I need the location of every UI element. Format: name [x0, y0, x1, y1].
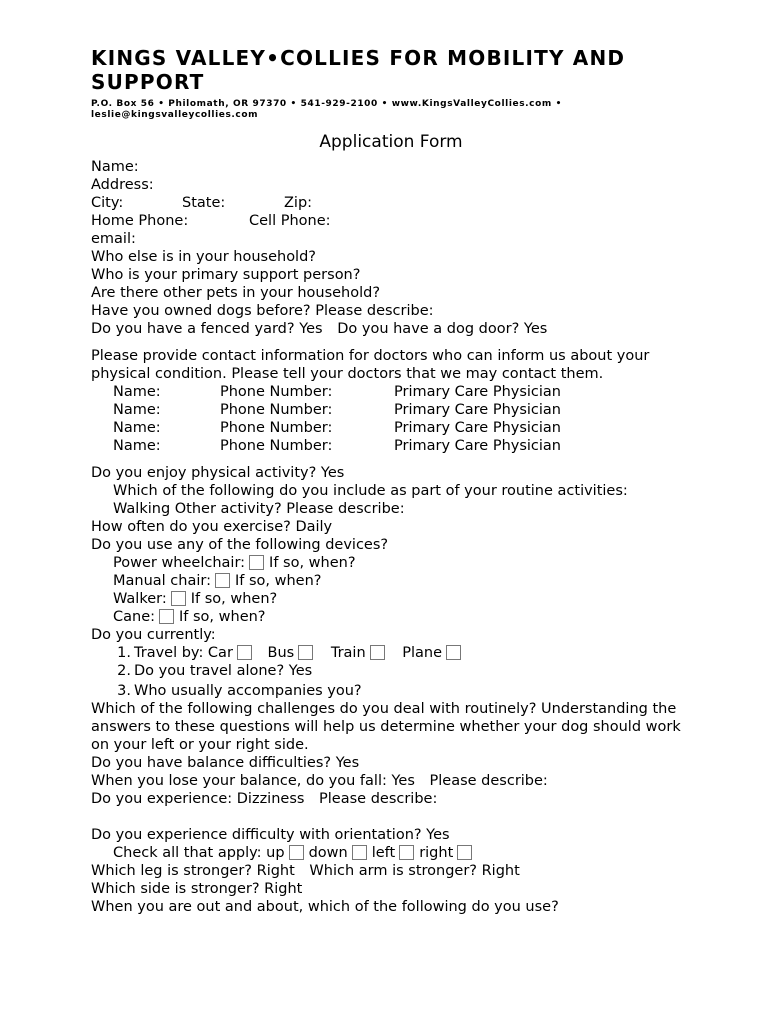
manual-chair-label: Manual chair:	[113, 573, 211, 589]
right-checkbox[interactable]	[457, 845, 472, 860]
cane-when: If so, when?	[179, 609, 266, 625]
out-and-about-question: When you are out and about, which of the following do you use?	[91, 899, 559, 915]
fall-describe: Please describe:	[429, 773, 548, 789]
exercise-frequency-row	[91, 518, 691, 536]
power-wheelchair-label: Power wheelchair:	[113, 555, 246, 571]
travel-alone-row	[91, 662, 691, 680]
challenges-intro: Which of the following challenges do you deal with routinely? Understanding the answers to these questions will help us determine whether your dog should work on your left or your right side.	[91, 701, 681, 753]
stronger-side-question: Which side is stronger? Right	[91, 881, 303, 897]
doctor-name-label: Name:	[113, 420, 161, 436]
fenced-yard-answer: Yes	[299, 321, 323, 337]
devices-question: Do you use any of the following devices?	[91, 537, 389, 553]
contact-line-address: P.O. Box 56 • Philomath, OR 97370 • 541-929-2100 • www.KingsValleyCollies.com •	[91, 99, 562, 109]
doctor-row	[91, 383, 691, 401]
doctor-name-label: Name:	[113, 438, 161, 454]
support-person-question: Who is your primary support person?	[91, 267, 361, 283]
doctor-phone-label: Phone Number:	[220, 438, 333, 454]
accompanies-question: Who usually accompanies you?	[134, 683, 362, 699]
power-wheelchair-checkbox[interactable]	[249, 555, 264, 570]
up-checkbox[interactable]	[289, 845, 304, 860]
doctor-type-label: Primary Care Physician	[394, 402, 561, 418]
doctor-row	[91, 419, 691, 437]
device-walker	[91, 590, 691, 608]
list-number-2: 2.	[117, 663, 131, 679]
fall-row	[91, 772, 691, 790]
exercise-frequency-question: How often do you exercise?	[91, 519, 291, 535]
manual-chair-checkbox[interactable]	[215, 573, 230, 588]
doctor-list	[91, 383, 691, 455]
household-question: Who else is in your household?	[91, 249, 316, 265]
travel-alone-question: Do you travel alone? Yes	[134, 663, 313, 679]
routine-activities-answer: Walking Other activity? Please describe:	[113, 501, 405, 517]
home-phone-label: Home Phone:	[91, 213, 189, 229]
right-label: right	[419, 845, 454, 861]
routine-activities-question: Which of the following do you include as part of your routine activities:	[113, 483, 628, 499]
plane-label: Plane	[402, 645, 443, 661]
experience-describe: Please describe:	[319, 791, 438, 807]
yard-door-row	[91, 320, 691, 338]
doctor-type-label: Primary Care Physician	[394, 438, 561, 454]
left-checkbox[interactable]	[399, 845, 414, 860]
accompanies-row	[91, 682, 691, 700]
experience-row	[91, 790, 691, 808]
cell-phone-label: Cell Phone:	[249, 213, 331, 229]
contact-line-email: leslie@kingsvalleycollies.com	[91, 110, 259, 120]
leg-arm-row	[91, 862, 691, 880]
list-number-1: 1.	[117, 645, 131, 661]
doctor-name-label: Name:	[113, 402, 161, 418]
bus-label: Bus	[267, 645, 295, 661]
stronger-arm-question: Which arm is stronger? Right	[309, 863, 520, 879]
other-pets-question: Are there other pets in your household?	[91, 285, 381, 301]
orientation-question: Do you experience difficulty with orientation? Yes	[91, 827, 450, 843]
down-label: down	[308, 845, 348, 861]
contact-info	[91, 99, 691, 121]
list-number-3: 3.	[117, 683, 131, 699]
physical-activity-row	[91, 464, 691, 482]
balance-question: Do you have balance difficulties? Yes	[91, 755, 360, 771]
device-cane	[91, 608, 691, 626]
doctor-row	[91, 437, 691, 455]
name-field-label: Name:	[91, 159, 139, 175]
dog-door-answer: Yes	[523, 321, 548, 337]
fenced-yard-question: Do you have a fenced yard?	[91, 321, 295, 337]
phone-row	[91, 212, 691, 230]
cane-label: Cane:	[113, 609, 156, 625]
doctor-type-label: Primary Care Physician	[394, 420, 561, 436]
left-label: left	[371, 845, 396, 861]
organization-title: KINGS VALLEY•COLLIES FOR MOBILITY AND SUPPORT	[91, 46, 626, 94]
dog-door-question: Do you have a dog door?	[337, 321, 520, 337]
application-form-page	[91, 46, 691, 916]
state-label: State:	[182, 195, 226, 211]
down-checkbox[interactable]	[352, 845, 367, 860]
stronger-leg-question: Which leg is stronger? Right	[91, 863, 295, 879]
device-power-wheelchair	[91, 554, 691, 572]
email-label: email:	[91, 231, 136, 247]
doctor-phone-label: Phone Number:	[220, 384, 333, 400]
travel-by-row	[91, 644, 691, 662]
walker-checkbox[interactable]	[171, 591, 186, 606]
plane-checkbox[interactable]	[446, 645, 461, 660]
physical-activity-answer: Yes	[320, 465, 345, 481]
zip-label: Zip:	[284, 195, 313, 211]
physical-activity-question: Do you enjoy physical activity?	[91, 465, 317, 481]
doctor-name-label: Name:	[113, 384, 161, 400]
manual-chair-when: If so, when?	[234, 573, 322, 589]
address-field-label: Address:	[91, 177, 154, 193]
check-all-row	[91, 844, 691, 862]
train-label: Train	[330, 645, 366, 661]
device-manual-chair	[91, 572, 691, 590]
doctor-phone-label: Phone Number:	[220, 420, 333, 436]
experience-question: Do you experience: Dizziness	[91, 791, 305, 807]
exercise-frequency-answer: Daily	[295, 519, 333, 535]
check-up-label: Check all that apply: up	[113, 845, 285, 861]
power-wheelchair-when: If so, when?	[269, 555, 356, 571]
owned-dogs-question: Have you owned dogs before? Please describe:	[91, 303, 434, 319]
travel-by-car-label: Travel by: Car	[134, 645, 233, 661]
walker-when: If so, when?	[190, 591, 278, 607]
city-state-zip-row	[91, 194, 691, 212]
walker-label: Walker:	[113, 591, 167, 607]
doctor-row	[91, 401, 691, 419]
city-label: City:	[91, 195, 124, 211]
currently-question: Do you currently:	[91, 627, 216, 643]
form-title: Application Form	[319, 132, 463, 152]
cane-checkbox[interactable]	[159, 609, 174, 624]
doctors-intro: Please provide contact information for doctors who can inform us about your physical condition. Please tell your doctors that we may contact them.	[91, 348, 650, 382]
doctor-type-label: Primary Care Physician	[394, 384, 561, 400]
train-checkbox[interactable]	[370, 645, 385, 660]
car-checkbox[interactable]	[237, 645, 252, 660]
doctor-phone-label: Phone Number:	[220, 402, 333, 418]
fall-question: When you lose your balance, do you fall: Yes	[91, 773, 415, 789]
bus-checkbox[interactable]	[298, 645, 313, 660]
